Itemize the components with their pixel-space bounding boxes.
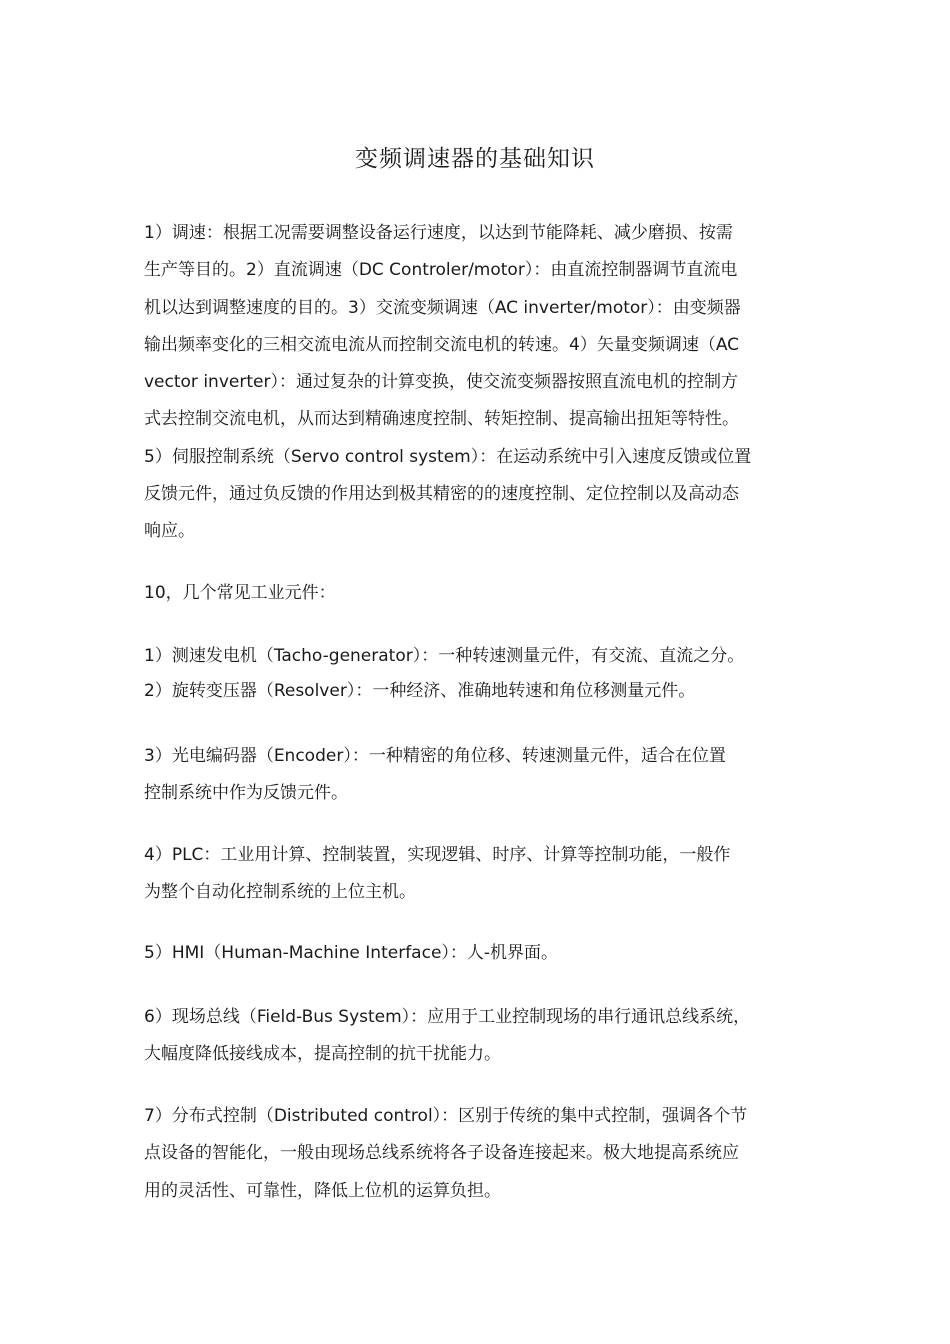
text-line: 3）光电编码器（Encoder）：一种精密的角位移、转速测量元件，适合在位置 bbox=[144, 746, 726, 766]
paragraph-tacho-resolver bbox=[144, 639, 810, 709]
text-line: 为整个自动化控制系统的上位主机。 bbox=[144, 882, 416, 903]
paragraph-fieldbus bbox=[144, 999, 810, 1074]
text-line: 大幅度降低接线成本，提高控制的抗干扰能力。 bbox=[144, 1044, 501, 1065]
text-line: 式去控制交流电机，从而达到精确速度控制、转矩控制、提高输出扭矩等特性。 bbox=[144, 409, 739, 430]
text-line: 用的灵活性、可靠性，降低上位机的运算负担。 bbox=[144, 1180, 501, 1201]
section-heading-industrial-components bbox=[144, 575, 810, 612]
paragraph-encoder bbox=[144, 738, 810, 813]
paragraph-speed-control-types bbox=[144, 215, 810, 551]
text-line: 生产等目的。2）直流调速（DC Controler/motor）：由直流控制器调节直流电 bbox=[144, 260, 738, 281]
paragraph-plc bbox=[144, 837, 810, 912]
text-line: 2）旋转变压器（Resolver）：一种经济、准确地转速和角位移测量元件。 bbox=[144, 681, 696, 701]
text-line: 响应。 bbox=[144, 521, 195, 542]
text-line: 10，几个常见工业元件： bbox=[144, 583, 336, 603]
text-line: 反馈元件，通过负反馈的作用达到极其精密的的速度控制、定位控制以及高动态 bbox=[144, 484, 739, 505]
text-line: 1）调速：根据工况需要调整设备运行速度，以达到节能降耗、减少磨损、按需 bbox=[144, 223, 733, 243]
text-line: 点设备的智能化，一般由现场总线系统将各子设备连接起来。极大地提高系统应 bbox=[144, 1143, 739, 1164]
text-line: 5）伺服控制系统（Servo control system）：在运动系统中引入速度反馈或位置 bbox=[144, 446, 752, 467]
text-line: 1）测速发电机（Tacho-generator）：一种转速测量元件，有交流、直流之分。 bbox=[144, 646, 745, 666]
paragraph-hmi bbox=[144, 935, 810, 972]
text-line: 机以达到调整速度的目的。3）交流变频调速（AC inverter/motor）：由变频器 bbox=[144, 297, 741, 318]
text-line: 输出频率变化的三相交流电流从而控制交流电机的转速。4）矢量变频调速（AC bbox=[144, 334, 740, 355]
text-line: 5）HMI（Human-Machine Interface）：人-机界面。 bbox=[144, 943, 559, 963]
text-line: 6）现场总线（Field-Bus System）：应用于工业控制现场的串行通讯总线系统， bbox=[144, 1007, 751, 1027]
document-title: 变频调速器的基础知识 bbox=[355, 146, 595, 172]
text-line: 7）分布式控制（Distributed control）：区别于传统的集中式控制，强调各个节 bbox=[144, 1106, 748, 1126]
text-line: vector inverter）：通过复杂的计算变换，使交流变频器按照直流电机的控制方 bbox=[144, 372, 738, 393]
text-line: 4）PLC：工业用计算、控制装置，实现逻辑、时序、计算等控制功能，一般作 bbox=[144, 845, 731, 865]
text-line: 控制系统中作为反馈元件。 bbox=[144, 783, 348, 804]
paragraph-distributed-control bbox=[144, 1098, 810, 1210]
